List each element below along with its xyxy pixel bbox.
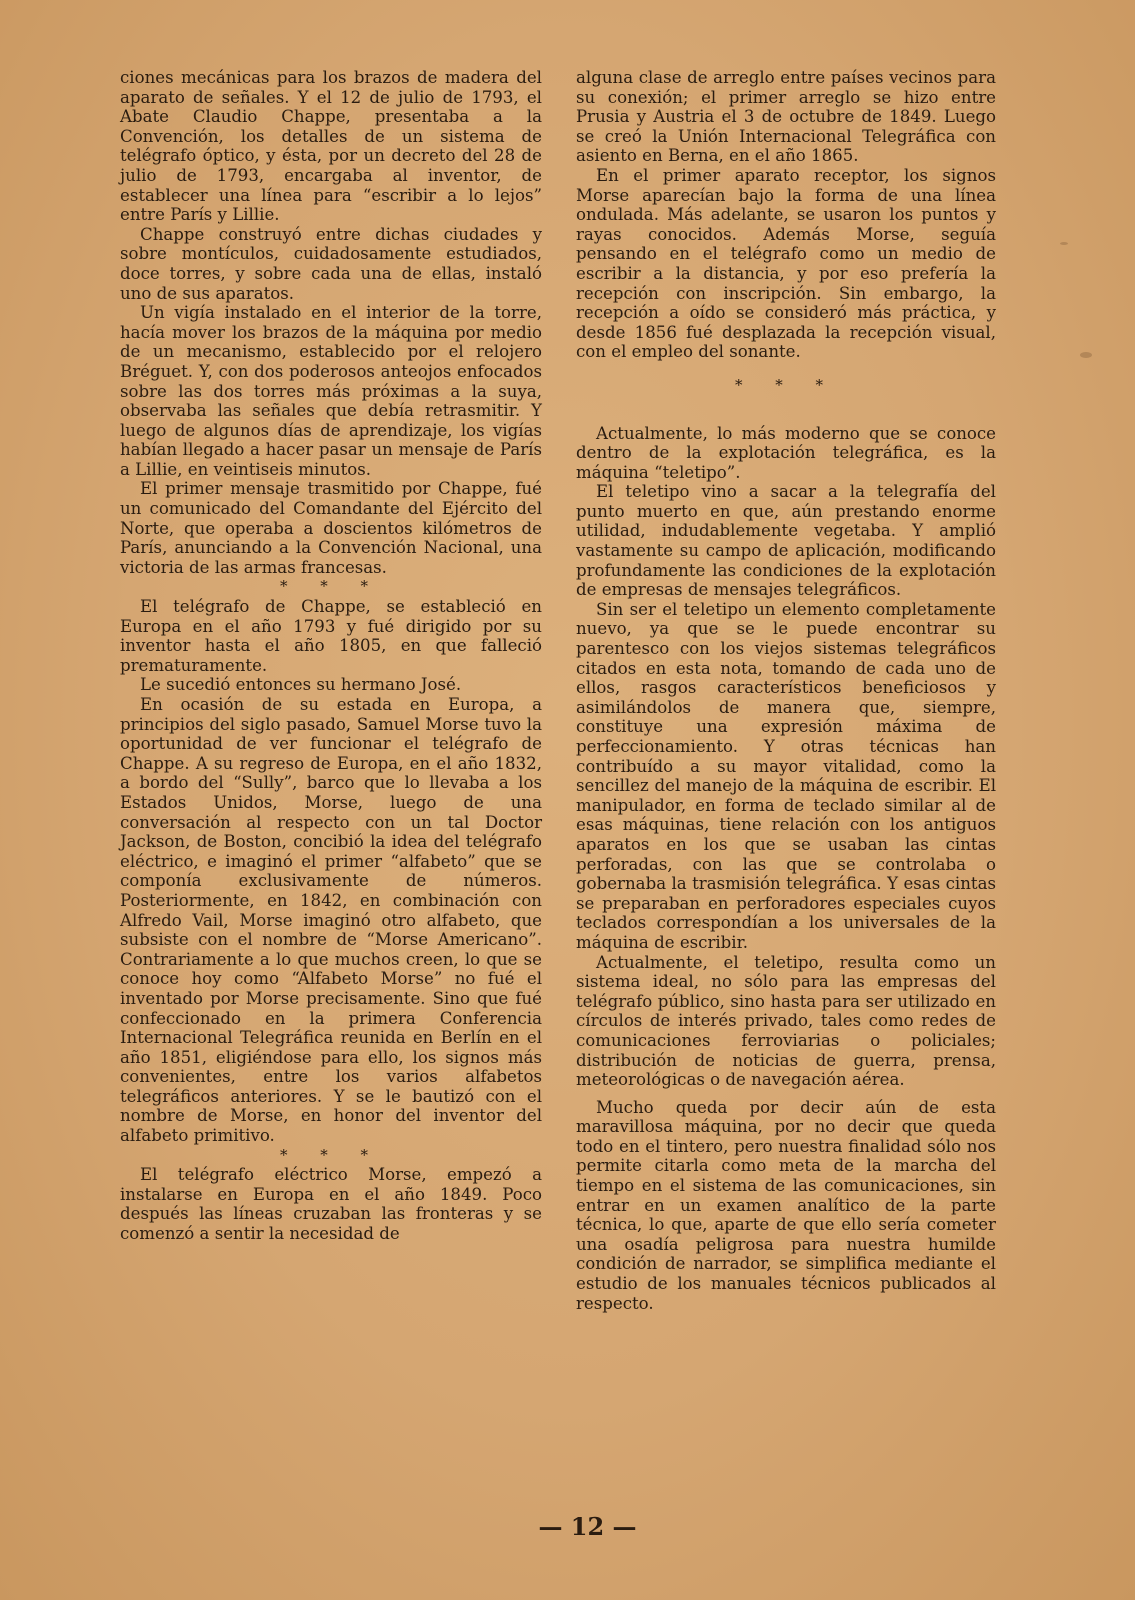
paper-stain (1060, 242, 1068, 245)
paper-stain (1080, 352, 1092, 358)
paragraph: En el primer aparato receptor, los signos Morse aparecían bajo la forma de una línea ondulada. Más adelante, se usaron los puntos y rayas conocidos. Además Morse, seguía pensando en el telégrafo como un medio de escribir a la distancia, y por eso prefería la recepción con inscripción. Sin embargo, la recepción a oído se consideró más práctica, y desde 1856 fué desplazada la recepción visual, con el empleo del sonante. (576, 165, 996, 362)
page-number: — 12 — (538, 1512, 637, 1541)
paragraph: Actualmente, lo más moderno que se conoce dentro de la explotación telegráfica, es la máquina “teletipo”. (576, 423, 996, 482)
paragraph: Le sucedió entonces su hermano José. (140, 675, 462, 695)
right-column (576, 68, 996, 1313)
paragraph: alguna clase de arreglo entre países vecinos para su conexión; el primer arreglo se hizo entre Prusia y Austria el 3 de octubre de 1849. Luego se creó la Unión Internacional Telegráfica con asiento en Berna, en el año 1865. (576, 68, 996, 166)
paragraph: Sin ser el teletipo un elemento completamente nuevo, ya que se le puede encontrar su parentesco con los viejos sistemas telegráficos citados en esta nota, tomando de cada uno de ellos, rasgos característicos beneficiosos y asimilándolos de manera que, siempre, constituye una expresión máxima de perfeccionamiento. Y otras técnicas han contribuído a su mayor vitalidad, como la sencillez del manejo de la máquina de escribir. El manipulador, en forma de teclado similar al de esas máquinas, tiene relación con los antiguos aparatos en los que se usaban las cintas perforadas, con las que se controlaba o gobernaba la trasmisión telegráfica. Y esas cintas se preparaban en perforadores especiales cuyos teclados correspondían a los universales de la máquina de escribir. (576, 599, 996, 952)
paragraph: ciones mecánicas para los brazos de madera del aparato de señales. Y el 12 de julio de 1793, el Abate Claudio Chappe, presentaba a la Convención, los detalles de un sistema de telégrafo óptico, y ésta, por un decreto del 28 de julio de 1793, encargaba al inventor, de establecer una línea para “escribir a lo lejos” entre París y Lillie. (120, 68, 542, 225)
paragraph: El primer mensaje trasmitido por Chappe, fué un comunicado del Comandante del Ejército del Norte, que operaba a doscientos kilómetros de París, anunciando a la Convención Nacional, una victoria de las armas francesas. (120, 479, 542, 577)
paragraph: Chappe construyó entre dichas ciudades y sobre montículos, cuidadosamente estudiados, doce torres, y sobre cada una de ellas, instaló uno de sus aparatos. (120, 224, 542, 303)
paragraph: Actualmente, el teletipo, resulta como un sistema ideal, no sólo para las empresas del telégrafo público, sino hasta para ser utilizado en círculos de interés privado, tales como redes de comunicaciones ferroviarias o policiales; distribución de noticias de guerra, prensa, meteorológicas o de navegación aérea. (576, 952, 996, 1090)
paragraph: El telégrafo eléctrico Morse, empezó a instalarse en Europa en el año 1849. Poco después las líneas cruzaban las fronteras y se comenzó a sentir la necesidad de (120, 1165, 542, 1244)
section-separator: * * * (279, 1145, 383, 1164)
section-separator: * * * (279, 577, 383, 596)
paragraph: El teletipo vino a sacar a la telegrafía del punto muerto en que, aún prestando enorme utilidad, indudablemente vegetaba. Y amplió vastamente su campo de aplicación, modificando profundamente las condiciones de la explotación de empresas de mensajes telegráficos. (576, 482, 996, 600)
paragraph: Un vigía instalado en el interior de la torre, hacía mover los brazos de la máquina por medio de un mecanismo, establecido por el relojero Bréguet. Y, con dos poderosos anteojos enfocados sobre las dos torres más próximas a la suya, observaba las señales que debía retrasmitir. Y luego de algunos días de aprendizaje, los vigías habían llegado a hacer pasar un mensaje de París a Lillie, en veintiseis minutos. (120, 303, 542, 479)
paragraph: En ocasión de su estada en Europa, a principios del siglo pasado, Samuel Morse tuvo la oportunidad de ver funcionar el telégrafo de Chappe. A su regreso de Europa, en el año 1832, a bordo del “Sully”, barco que lo llevaba a los Estados Unidos, Morse, luego de una conversación al respecto con un tal Doctor Jackson, de Boston, concibió la idea del telégrafo eléctrico, e imaginó el primer “alfabeto” que se componía exclusivamente de números. Posteriormente, en 1842, en combinación con Alfredo Vail, Morse imaginó otro alfabeto, que subsiste con el nombre de “Morse Americano”. Contrariamente a lo que muchos creen, lo que se conoce hoy como “Alfabeto Morse” no fué el inventado por Morse precisamente. Sino que fué confeccionado en la primera Conferencia Internacional Telegráfica reunida en Berlín en el año 1851, eligiéndose para ello, los signos más convenientes, entre los varios alfabetos telegráficos anteriores. Y se le bautizó con el nombre de Morse, en honor del inventor del alfabeto primitivo. (120, 695, 542, 1146)
paragraph: Mucho queda por decir aún de esta maravillosa máquina, por no decir que queda todo en el tintero, pero nuestra finalidad sólo nos permite citarla como meta de la marcha del tiempo en el sistema de las comunicaciones, sin entrar en un examen analítico de la parte técnica, lo que, aparte de que ello sería cometer una osadía peligrosa para nuestra humilde condición de narrador, se simplifica mediante el estudio de los manuales técnicos publicados al respecto. (576, 1097, 996, 1313)
paragraph: El telégrafo de Chappe, se estableció en Europa en el año 1793 y fué dirigido por su inventor hasta el año 1805, en que falleció prematuramente. (120, 597, 542, 675)
section-separator: * * * (734, 375, 838, 394)
left-column (120, 68, 542, 1244)
